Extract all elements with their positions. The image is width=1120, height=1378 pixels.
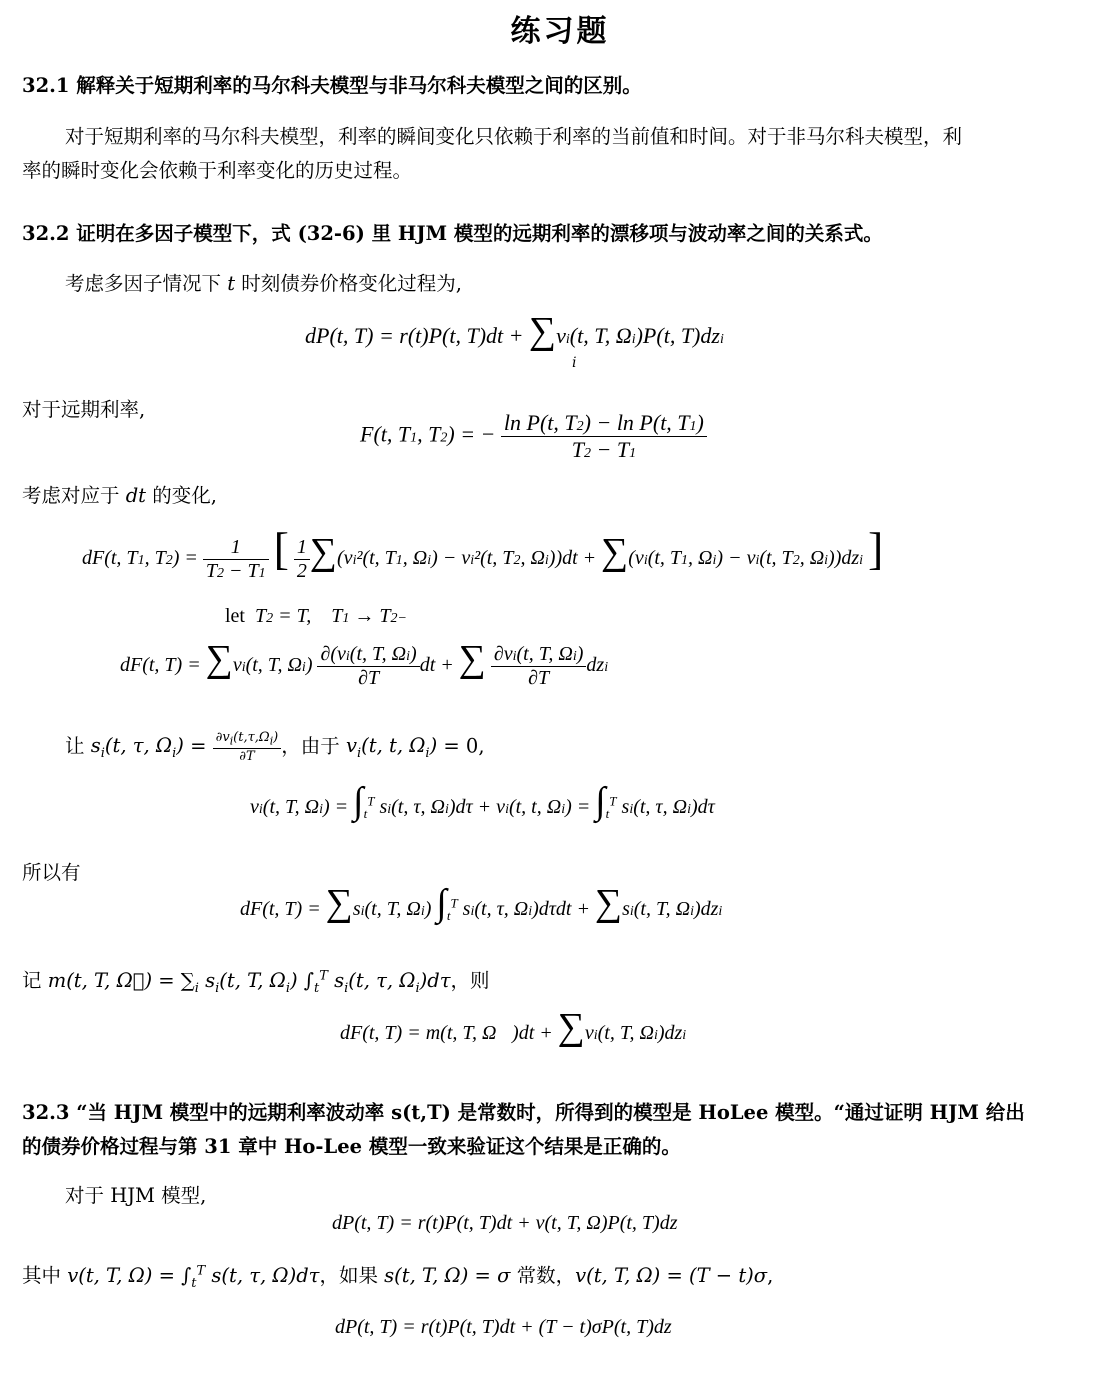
equation-dP-constant: dP(t, T) = r(t)P(t, T)dt + (T − t)σP(t, T)dz <box>335 1316 672 1338</box>
equation-dF-T1-T2: dF(t, T1, T2) = $\frac{1}{T2 - T1}$ [ $\frac{1}{2}$ ∑(vi²(t, T1, Ωi) − vi²(t, T2, Ωi))dt + ∑(vi(t, T1, Ωi) − vi(t, T2, Ωi))dzi ] <box>82 523 884 582</box>
question-32-2: 32.2 证明在多因子模型下，式 (32-6) 里 HJM 模型的远期利率的漂移项与波动率之间的关系式。 <box>22 222 883 245</box>
so-label: 所以有 <box>22 861 81 884</box>
equation-dP-multifactor: dP(t, T) = r(t)P(t, T)dt + ∑vi(t, T, Ωi)P(t, T)dzi <box>305 310 724 352</box>
forward-rate-label: 对于远期利率, <box>22 398 146 421</box>
equation-forward-rate: F(t, T1, T2) = − $\frac{\text{ln P(t, T2) − ln P(t, T1)}}{T2 - T1}$ <box>360 410 707 463</box>
equation-dF-T: dF(t, T) = ∑vi(t, T, Ωi) $\frac{\partial(vi(t, T, \Omega i)}{\partial T}$ dt + ∑ $\frac{\partial vi(t, T, \Omega i)}{\partial T}$ dzi <box>120 638 609 689</box>
intro-32-3: 对于 HJM 模型, <box>65 1184 207 1207</box>
intro-32-2: 考虑多因子情况下 t 时刻债券价格变化过程为, <box>65 272 462 295</box>
equation-dF-s: dF(t, T) = ∑si(t, T, Ωi) $\int_t^T$ si(t, τ, Ωi)dτdt + ∑si(t, T, Ωi)dzi <box>240 882 723 924</box>
answer-32-1-line2: 率的瞬时变化会依赖于利率变化的历史过程。 <box>22 159 413 182</box>
page-title: 练习题 <box>510 14 610 49</box>
question-32-3-line2: 的债券价格过程与第 31 章中 Ho-Lee 模型一致来验证这个结果是正确的。 <box>22 1135 681 1158</box>
equation-dP-hjm: dP(t, T) = r(t)P(t, T)dt + v(t, T, Ω)P(t, T)dz <box>332 1212 678 1234</box>
where-line: 其中 v(t, T, $\Omega) = \int_t^T$ s(t, τ, Ω)dτ，如果 s(t, T, Ω) = σ 常数，v(t, T, Ω) = (T − t)σ, <box>22 1263 774 1291</box>
question-32-3-line1: 32.3 “当 HJM 模型中的远期利率波动率 s(t,T) 是常数时，所得到的模型是 HoLee 模型。“通过证明 HJM 给出 <box>22 1101 1025 1124</box>
dt-change-label: 考虑对应于 dt 的变化, <box>22 484 217 507</box>
answer-32-1-line1: 对于短期利率的马尔科夫模型，利率的瞬间变化只依赖于利率的当前值和时间。对于非马尔科夫模型，利 <box>65 125 963 148</box>
question-32-1: 32.1 解释关于短期利率的马尔科夫模型与非马尔科夫模型之间的区别。 <box>22 74 642 97</box>
sum-index: i <box>572 355 577 371</box>
equation-v-integral: vi(t, T, $\Omega i) = \int_t^T$ si(t, τ, Ωi)dτ + vi(t, t, $\Omega i) = \int_t^T$ si(t, τ, Ωi)dτ <box>250 780 715 822</box>
let-line: let T2 = T, T1 → T2− <box>225 605 407 627</box>
equation-dF-m: dF(t, T) = m(t, T, Ω⃗)dt + ∑vi(t, T, Ωi)dzi <box>340 1006 687 1048</box>
define-s-line: 让 $s_i(t$, τ, $\Omega_i$) = $\frac{\partial v_i(t,\tau,\Omega_i)}{\partial T}$ ，由于 $v_i(t$, t, $\Omega_i) = 0$, <box>65 730 485 764</box>
define-m-line: 记 m(t, T, Ω⃗) = $\sum_i$ $s_i(t$, T, $\Omega_i$) $\int_t^T$ $s_i(t$, τ, $\Omega_i)d\tau$，则 <box>22 968 490 996</box>
